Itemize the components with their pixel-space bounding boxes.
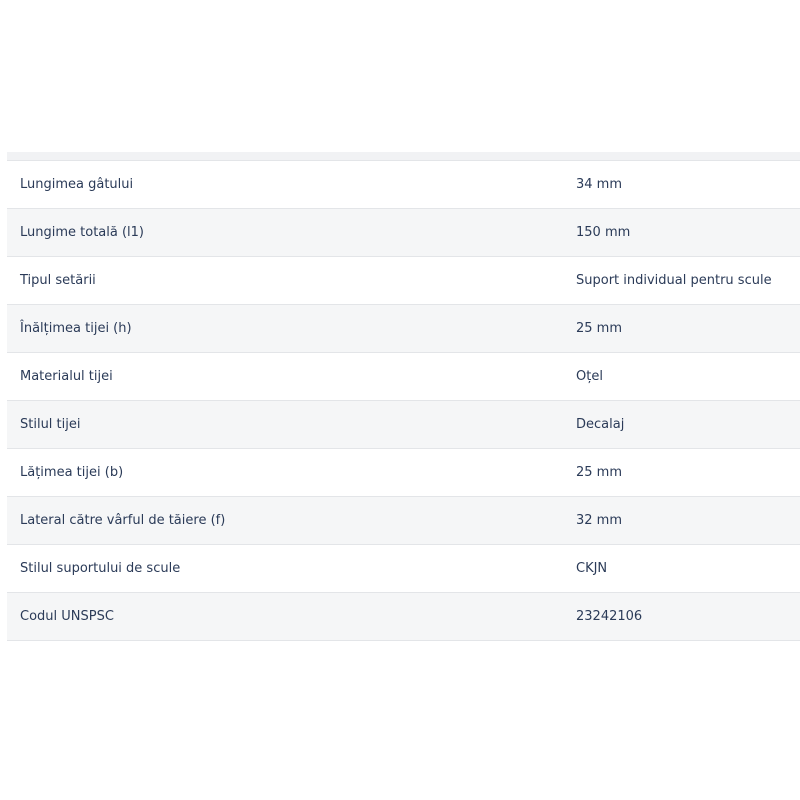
spec-label: Materialul tijei <box>20 369 113 384</box>
table-row <box>7 449 800 497</box>
table-row <box>7 353 800 401</box>
spec-label: Codul UNSPSC <box>20 609 114 624</box>
table-row <box>7 257 800 305</box>
spec-label: Lungimea gâtului <box>20 177 134 192</box>
table-row <box>7 545 800 593</box>
table-row <box>7 209 800 257</box>
spec-label: Lateral către vârful de tăiere (f) <box>20 513 226 528</box>
table-row <box>7 305 800 353</box>
table-header-strip <box>7 152 800 161</box>
spec-value: 150 mm <box>576 225 631 240</box>
spec-label: Înălțimea tijei (h) <box>20 321 132 336</box>
table-row <box>7 593 800 641</box>
spec-label: Lungime totală (l1) <box>20 225 145 240</box>
spec-value: Decalaj <box>576 417 625 432</box>
spec-label: Stilul suportului de scule <box>20 561 181 576</box>
spec-value: 25 mm <box>576 465 623 480</box>
specifications-table <box>7 152 800 641</box>
spec-value: 32 mm <box>576 513 623 528</box>
spec-value: Oțel <box>576 369 603 384</box>
spec-value: CKJN <box>576 561 608 576</box>
spec-label: Tipul setării <box>20 273 96 288</box>
table-row <box>7 401 800 449</box>
table-row <box>7 497 800 545</box>
table-row <box>7 161 800 209</box>
spec-value: 34 mm <box>576 177 623 192</box>
spec-value: 25 mm <box>576 321 623 336</box>
spec-label: Stilul tijei <box>20 417 81 432</box>
spec-label: Lățimea tijei (b) <box>20 465 124 480</box>
spec-value: 23242106 <box>576 609 643 624</box>
spec-value: Suport individual pentru scule <box>576 273 772 288</box>
